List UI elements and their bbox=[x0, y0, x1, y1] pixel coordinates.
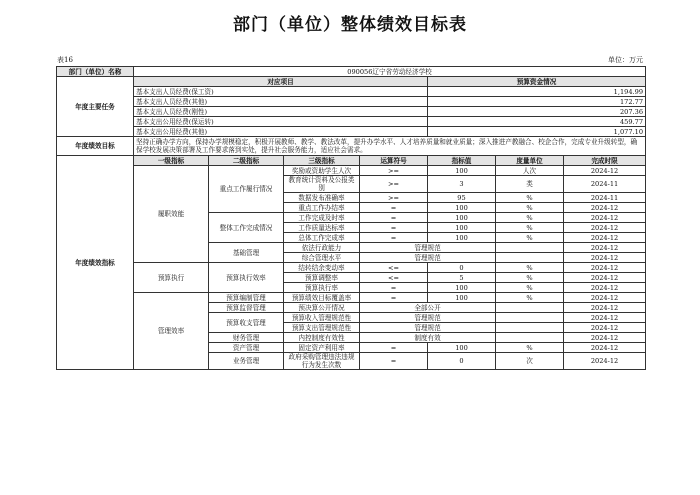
unit-cell: % bbox=[496, 283, 564, 293]
l2-cell: 财务管理 bbox=[209, 333, 284, 343]
l3-cell: 结转结余变动率 bbox=[284, 263, 360, 273]
l2-cell: 基础管理 bbox=[209, 243, 284, 263]
op-cell: = bbox=[360, 203, 428, 213]
header-val: 指标值 bbox=[428, 156, 496, 166]
val-cell: 100 bbox=[428, 233, 496, 243]
unit-cell bbox=[496, 253, 564, 263]
l3-cell: 工作完成及时率 bbox=[284, 213, 360, 223]
unit-cell: 人次 bbox=[496, 166, 564, 176]
l3-cell: 预决算公开情况 bbox=[284, 303, 360, 313]
l3-cell: 综合管理水平 bbox=[284, 253, 360, 263]
unit-cell: 次 bbox=[496, 353, 564, 370]
l3-cell: 预算收入管理规范性 bbox=[284, 313, 360, 323]
task-item: 基本支出公用经费(保运转) bbox=[134, 117, 428, 127]
op-cell: = bbox=[360, 223, 428, 233]
val-cell: 全部公开 bbox=[360, 303, 496, 313]
l3-cell: 内控制度有效性 bbox=[284, 333, 360, 343]
unit-cell bbox=[496, 313, 564, 323]
performance-table bbox=[56, 66, 646, 370]
annual-goal-text: 坚持正确办学方向，保持办学规模稳定，积极开展教师、教学、教法改革，提升办学水平、人才培养质量和就业质量；深入推进产教融合、校企合作，完成专业升级转型，确保学校发展决策部署及工作要求落到实处，提升社会服务能力，适应社会需求。 bbox=[134, 137, 646, 156]
op-cell: = bbox=[360, 283, 428, 293]
val-cell: 100 bbox=[428, 166, 496, 176]
l3-cell: 重点工作办结率 bbox=[284, 203, 360, 213]
date-cell: 2024-12 bbox=[564, 203, 646, 213]
unit-cell: % bbox=[496, 233, 564, 243]
task-amount: 459.77 bbox=[428, 117, 646, 127]
date-cell: 2024-12 bbox=[564, 223, 646, 233]
unit-cell bbox=[496, 323, 564, 333]
date-cell: 2024-12 bbox=[564, 166, 646, 176]
header-l1: 一级指标 bbox=[134, 156, 209, 166]
date-cell: 2024-12 bbox=[564, 343, 646, 353]
op-cell: = bbox=[360, 343, 428, 353]
unit-cell: % bbox=[496, 203, 564, 213]
unit-cell: % bbox=[496, 213, 564, 223]
task-amount: 172.77 bbox=[428, 97, 646, 107]
l3-cell: 总体工作完成率 bbox=[284, 233, 360, 243]
l1-cell: 预算执行 bbox=[134, 263, 209, 293]
val-cell: 管理规范 bbox=[360, 253, 496, 263]
l3-cell: 工作质量达标率 bbox=[284, 223, 360, 233]
header-date: 完成时限 bbox=[564, 156, 646, 166]
col-item-header: 对应项目 bbox=[134, 77, 428, 87]
date-cell: 2024-12 bbox=[564, 283, 646, 293]
val-cell: 管理规范 bbox=[360, 313, 496, 323]
dept-name-label: 部门（单位）名称 bbox=[57, 67, 134, 77]
date-cell: 2024-12 bbox=[564, 233, 646, 243]
l3-cell: 预算支出管理规范性 bbox=[284, 323, 360, 333]
header-l2: 二级指标 bbox=[209, 156, 284, 166]
task-item: 基本支出人员经费(其他) bbox=[134, 97, 428, 107]
task-amount: 207.36 bbox=[428, 107, 646, 117]
col-amount-header: 预算资金情况 bbox=[428, 77, 646, 87]
l2-cell: 预算收支管理 bbox=[209, 313, 284, 333]
unit-cell: % bbox=[496, 193, 564, 203]
date-cell: 2024-12 bbox=[564, 353, 646, 370]
l3-cell: 教育统计资料及公报类别 bbox=[284, 176, 360, 193]
l3-cell: 依法行政能力 bbox=[284, 243, 360, 253]
date-cell: 2024-12 bbox=[564, 213, 646, 223]
header-l3: 三级指标 bbox=[284, 156, 360, 166]
header-op: 运算符号 bbox=[360, 156, 428, 166]
l2-cell: 整体工作完成情况 bbox=[209, 213, 284, 243]
op-cell: >= bbox=[360, 166, 428, 176]
unit-cell: % bbox=[496, 293, 564, 303]
l2-cell: 业务管理 bbox=[209, 353, 284, 370]
op-cell: <= bbox=[360, 263, 428, 273]
op-cell: = bbox=[360, 233, 428, 243]
task-item: 基本支出公用经费(其他) bbox=[134, 127, 428, 137]
op-cell: <= bbox=[360, 273, 428, 283]
val-cell: 100 bbox=[428, 213, 496, 223]
table-number: 表16 bbox=[57, 56, 73, 64]
unit-label: 单位：万元 bbox=[608, 56, 643, 64]
page-title: 部门（单位）整体绩效目标表 bbox=[233, 15, 467, 35]
val-cell: 3 bbox=[428, 176, 496, 193]
unit-cell: % bbox=[496, 223, 564, 233]
val-cell: 95 bbox=[428, 193, 496, 203]
l2-cell: 资产管理 bbox=[209, 343, 284, 353]
l2-cell: 预算编制管理 bbox=[209, 293, 284, 303]
date-cell: 2024-12 bbox=[564, 253, 646, 263]
val-cell: 0 bbox=[428, 353, 496, 370]
op-cell: >= bbox=[360, 193, 428, 203]
op-cell: = bbox=[360, 293, 428, 303]
val-cell: 100 bbox=[428, 293, 496, 303]
date-cell: 2024-12 bbox=[564, 263, 646, 273]
val-cell: 100 bbox=[428, 223, 496, 233]
l3-cell: 奖励或资助学生人次 bbox=[284, 166, 360, 176]
l3-cell: 预算执行率 bbox=[284, 283, 360, 293]
task-item: 基本支出人员经费(保工资) bbox=[134, 87, 428, 97]
annual-goal-label: 年度绩效目标 bbox=[57, 137, 134, 156]
l3-cell: 预算绩效目标覆盖率 bbox=[284, 293, 360, 303]
date-cell: 2024-12 bbox=[564, 313, 646, 323]
dept-name-value: 090056辽宁省劳动经济学校 bbox=[134, 67, 646, 77]
val-cell: 管理规范 bbox=[360, 243, 496, 253]
l2-cell: 重点工作履行情况 bbox=[209, 166, 284, 213]
header-unit: 度量单位 bbox=[496, 156, 564, 166]
unit-cell bbox=[496, 333, 564, 343]
op-cell: = bbox=[360, 213, 428, 223]
unit-cell: 类 bbox=[496, 176, 564, 193]
l3-cell: 固定资产利用率 bbox=[284, 343, 360, 353]
l2-cell: 预算执行效率 bbox=[209, 263, 284, 293]
date-cell: 2024-12 bbox=[564, 303, 646, 313]
indicators-label: 年度绩效指标 bbox=[57, 156, 134, 370]
op-cell: >= bbox=[360, 176, 428, 193]
l3-cell: 政府采购管理违法违规行为发生次数 bbox=[284, 353, 360, 370]
date-cell: 2024-12 bbox=[564, 323, 646, 333]
val-cell: 0 bbox=[428, 263, 496, 273]
val-cell: 管理规范 bbox=[360, 323, 496, 333]
date-cell: 2024-11 bbox=[564, 193, 646, 203]
l1-cell: 管理效率 bbox=[134, 293, 209, 370]
val-cell: 100 bbox=[428, 343, 496, 353]
task-item: 基本支出人员经费(刚性) bbox=[134, 107, 428, 117]
unit-cell bbox=[496, 243, 564, 253]
val-cell: 制度有效 bbox=[360, 333, 496, 343]
unit-cell: % bbox=[496, 273, 564, 283]
unit-cell bbox=[496, 303, 564, 313]
task-amount: 1,194.99 bbox=[428, 87, 646, 97]
l2-cell: 预算监督管理 bbox=[209, 303, 284, 313]
val-cell: 5 bbox=[428, 273, 496, 283]
date-cell: 2024-12 bbox=[564, 293, 646, 303]
val-cell: 100 bbox=[428, 283, 496, 293]
val-cell: 100 bbox=[428, 203, 496, 213]
annual-tasks-label: 年度主要任务 bbox=[57, 77, 134, 137]
unit-cell: % bbox=[496, 263, 564, 273]
date-cell: 2024-11 bbox=[564, 176, 646, 193]
op-cell: = bbox=[360, 353, 428, 370]
unit-cell: % bbox=[496, 343, 564, 353]
task-amount: 1,077.10 bbox=[428, 127, 646, 137]
date-cell: 2024-12 bbox=[564, 243, 646, 253]
date-cell: 2024-12 bbox=[564, 273, 646, 283]
date-cell: 2024-12 bbox=[564, 333, 646, 343]
l3-cell: 数据发布准确率 bbox=[284, 193, 360, 203]
l1-cell: 履职效能 bbox=[134, 166, 209, 263]
l3-cell: 预算调整率 bbox=[284, 273, 360, 283]
